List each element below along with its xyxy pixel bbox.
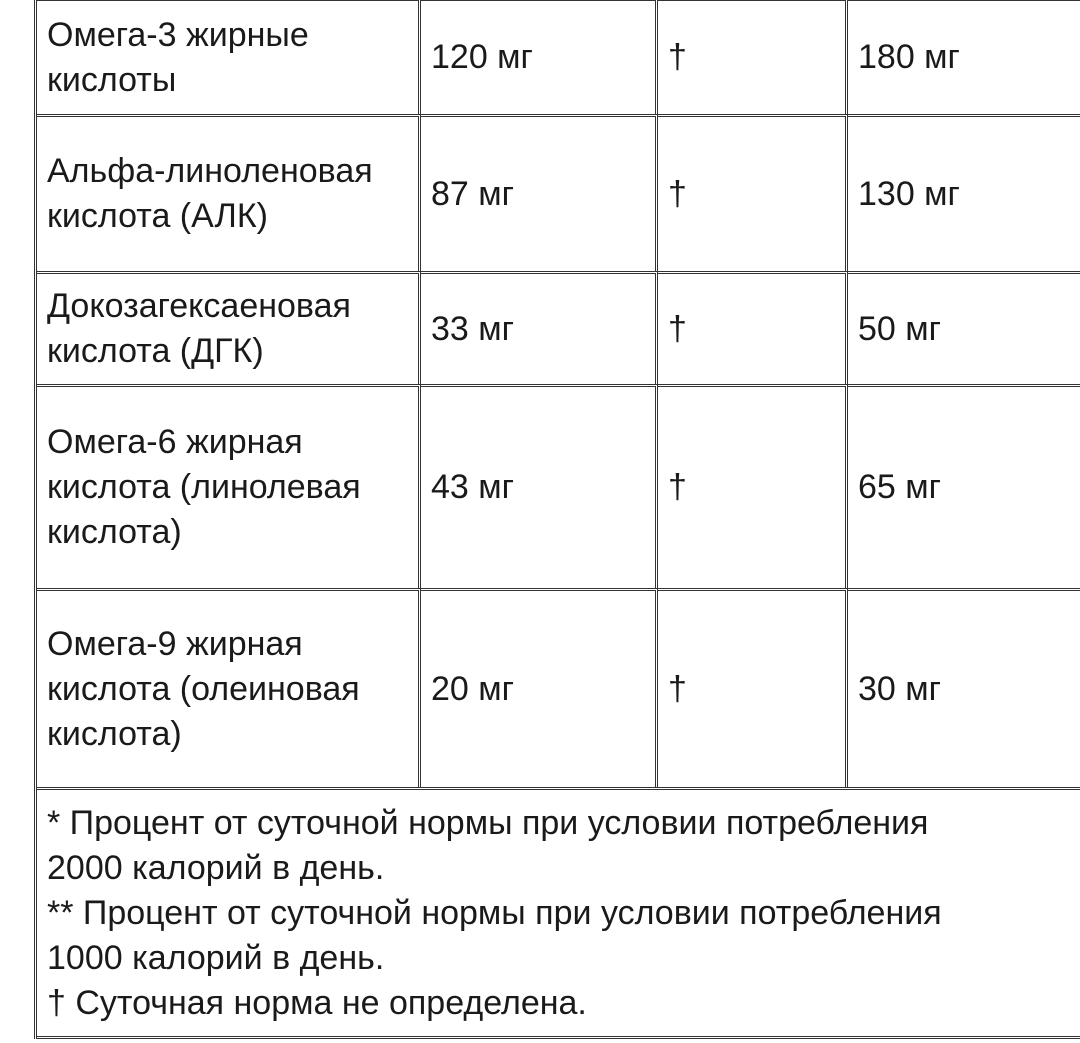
table-row xyxy=(37,0,1080,114)
nutrient-name-cell: Докозагексаеновая кислота (ДГК) xyxy=(37,271,421,384)
footnote-line: † Суточная норма не определена. xyxy=(47,983,587,1022)
nutrient-name-cell: Альфа-линоленовая кислота (АЛК) xyxy=(37,114,421,271)
table-row xyxy=(37,384,1080,588)
amount-cell: 87 мг xyxy=(421,114,658,271)
amount-cell: 43 мг xyxy=(421,384,658,588)
footnote-line: 1000 калорий в день. xyxy=(47,938,385,977)
daily-value-cell: † xyxy=(658,588,848,787)
daily-value-cell: † xyxy=(658,384,848,588)
daily-value-cell: † xyxy=(658,114,848,271)
amount-cell: 33 мг xyxy=(421,271,658,384)
amount-alt-cell: 50 мг xyxy=(848,271,1080,384)
nutrition-table xyxy=(34,0,1080,1039)
amount-alt-cell: 30 мг xyxy=(848,588,1080,787)
table-row xyxy=(37,588,1080,787)
footnote-line: * Процент от суточной нормы при условии потребления xyxy=(47,803,929,842)
amount-cell: 120 мг xyxy=(421,0,658,114)
footnote-row xyxy=(37,787,1080,1039)
nutrient-name-cell: Омега-9 жирная кислота (олеиновая кислота) xyxy=(37,588,421,787)
footnote-line: 2000 калорий в день. xyxy=(47,848,385,887)
amount-alt-cell: 65 мг xyxy=(848,384,1080,588)
daily-value-cell: † xyxy=(658,0,848,114)
daily-value-cell: † xyxy=(658,271,848,384)
footnote-line: ** Процент от суточной нормы при условии потребления xyxy=(47,893,942,932)
table-viewport xyxy=(34,0,1080,1043)
nutrient-name-cell: Омега-3 жирные кислоты xyxy=(37,0,421,114)
amount-alt-cell: 130 мг xyxy=(848,114,1080,271)
amount-cell: 20 мг xyxy=(421,588,658,787)
footnote-cell xyxy=(37,787,1080,1039)
nutrient-name-cell: Омега-6 жирная кислота (линолевая кислота) xyxy=(37,384,421,588)
table-row xyxy=(37,114,1080,271)
table-row xyxy=(37,271,1080,384)
amount-alt-cell: 180 мг xyxy=(848,0,1080,114)
